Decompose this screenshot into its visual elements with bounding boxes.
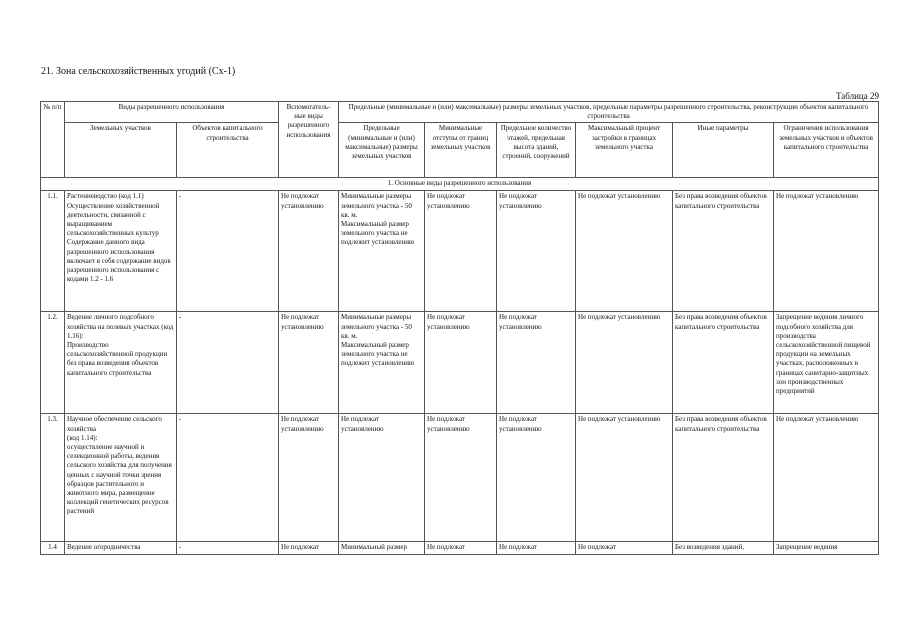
cell-land-use: Растениеводство (код 1.1) Осуществление хозяйственной деятельности, связанной с выращиванием сельскохозяйственных культур Содержание данного вида разрешенного использования включает в себя содержание видов разрешенного использования с кодами 1.2 - 1.6 — [65, 191, 177, 312]
header-num: № п/п — [41, 102, 65, 178]
cell-other: Без возведения зданий, — [673, 542, 774, 555]
section-title: 1. Основные виды разрешенного использования — [41, 178, 879, 191]
table-caption: Таблица 29 — [836, 91, 879, 101]
row-num: 1.2. — [41, 312, 65, 414]
cell-restrictions: Не подлежат установлению — [774, 191, 879, 312]
header-land-plots: Земельных участков — [65, 123, 177, 178]
cell-floors: Не подлежат установлению — [497, 312, 576, 414]
cell-auxiliary: Не подлежат — [279, 542, 339, 555]
header-other: Иные параметры — [673, 123, 774, 178]
cell-plot-sizes: Минимальные размеры земельного участка - 50 кв. м. Максимальный размер земельного участка не подлежит установлению — [339, 191, 425, 312]
cell-land-use: Ведение огородничества — [65, 542, 177, 555]
cell-auxiliary: Не подлежат установлению — [279, 191, 339, 312]
cell-floors: Не подлежат установлению — [497, 191, 576, 312]
header-coverage: Максимальный процент застройки в границах земельного участка — [576, 123, 673, 178]
cell-restrictions: Запрещение ведения — [774, 542, 879, 555]
cell-capital-use: - — [177, 542, 279, 555]
table-row — [41, 542, 879, 555]
cell-floors: Не подлежат установлению — [497, 414, 576, 542]
cell-setbacks: Не подлежат установлению — [425, 191, 497, 312]
header-restrictions: Ограничения использования земельных участков и объектов капитального строительства — [774, 123, 879, 178]
section-row — [41, 178, 879, 191]
cell-auxiliary: Не подлежат установлению — [279, 312, 339, 414]
row-num: 1.4 — [41, 542, 65, 555]
cell-capital-use: - — [177, 312, 279, 414]
cell-land-use: Ведение личного подсобного хозяйства на полевых участках (код 1.16): Производство сельскохозяйственной продукции без права возведения объектов капитального строительства — [65, 312, 177, 414]
header-row-1 — [41, 102, 879, 123]
header-row-2 — [41, 123, 879, 178]
table-row — [41, 312, 879, 414]
header-permitted-uses: Виды разрешенного использования — [65, 102, 279, 123]
header-plot-sizes: Предельные (минимальные и (или) максимальные) размеры земельных участков — [339, 123, 425, 178]
page-heading: 21. Зона сельскохозяйственных угодий (Сх-1) — [41, 66, 236, 77]
cell-plot-sizes: Не подлежат установлению — [339, 414, 425, 542]
cell-restrictions: Не подлежат установлению — [774, 414, 879, 542]
cell-capital-use: - — [177, 191, 279, 312]
row-num: 1.3. — [41, 414, 65, 542]
header-floors: Предельное количество этажей, предельная высота зданий, строений, сооружений — [497, 123, 576, 178]
regulations-table — [40, 101, 879, 555]
cell-plot-sizes: Минимальный размер — [339, 542, 425, 555]
row-num: 1.1. — [41, 191, 65, 312]
cell-floors: Не подлежат — [497, 542, 576, 555]
cell-setbacks: Не подлежат — [425, 542, 497, 555]
cell-auxiliary: Не подлежат установлению — [279, 414, 339, 542]
cell-capital-use: - — [177, 414, 279, 542]
cell-other: Без права возведения объектов капитального строительства — [673, 414, 774, 542]
cell-plot-sizes: Минимальные размеры земельного участка - 50 кв. м. Максимальный размер земельного участка не подлежит установлению — [339, 312, 425, 414]
cell-land-use: Научное обеспечение сельского хозяйства (код 1.14): осуществление научной и селекционной работы, ведения сельского хозяйства для получения ценных с научной точки зрения образцов растительного и животного мира, размещение коллекций генетических ресурсов растений — [65, 414, 177, 542]
cell-other: Без права возведения объектов капитального строительства — [673, 312, 774, 414]
table-row — [41, 414, 879, 542]
cell-setbacks: Не подлежат установлению — [425, 414, 497, 542]
table-row — [41, 191, 879, 312]
header-capital-objects: Объектов капитального строительства — [177, 123, 279, 178]
cell-other: Без права возведения объектов капитального строительства — [673, 191, 774, 312]
cell-restrictions: Запрещение ведения личного подсобного хозяйства для производства сельскохозяйственной пищевой продукции на земельных участках, расположенных в границах санитарно-защитных зон производственных предприятий — [774, 312, 879, 414]
cell-coverage: Не подлежат установлению — [576, 191, 673, 312]
header-limits: Предельные (минимальные и (или) максимальные) размеры земельных участков, предельные параметры разрешенного строительства, реконструкции объектов капитального строительства — [339, 102, 879, 123]
cell-coverage: Не подлежат — [576, 542, 673, 555]
header-setbacks: Минимальные отступы от границ земельных участков — [425, 123, 497, 178]
cell-coverage: Не подлежат установлению — [576, 414, 673, 542]
cell-setbacks: Не подлежат установлению — [425, 312, 497, 414]
cell-coverage: Не подлежат установлению — [576, 312, 673, 414]
header-auxiliary: Вспомогатель-ные виды разрешенного использования — [279, 102, 339, 178]
